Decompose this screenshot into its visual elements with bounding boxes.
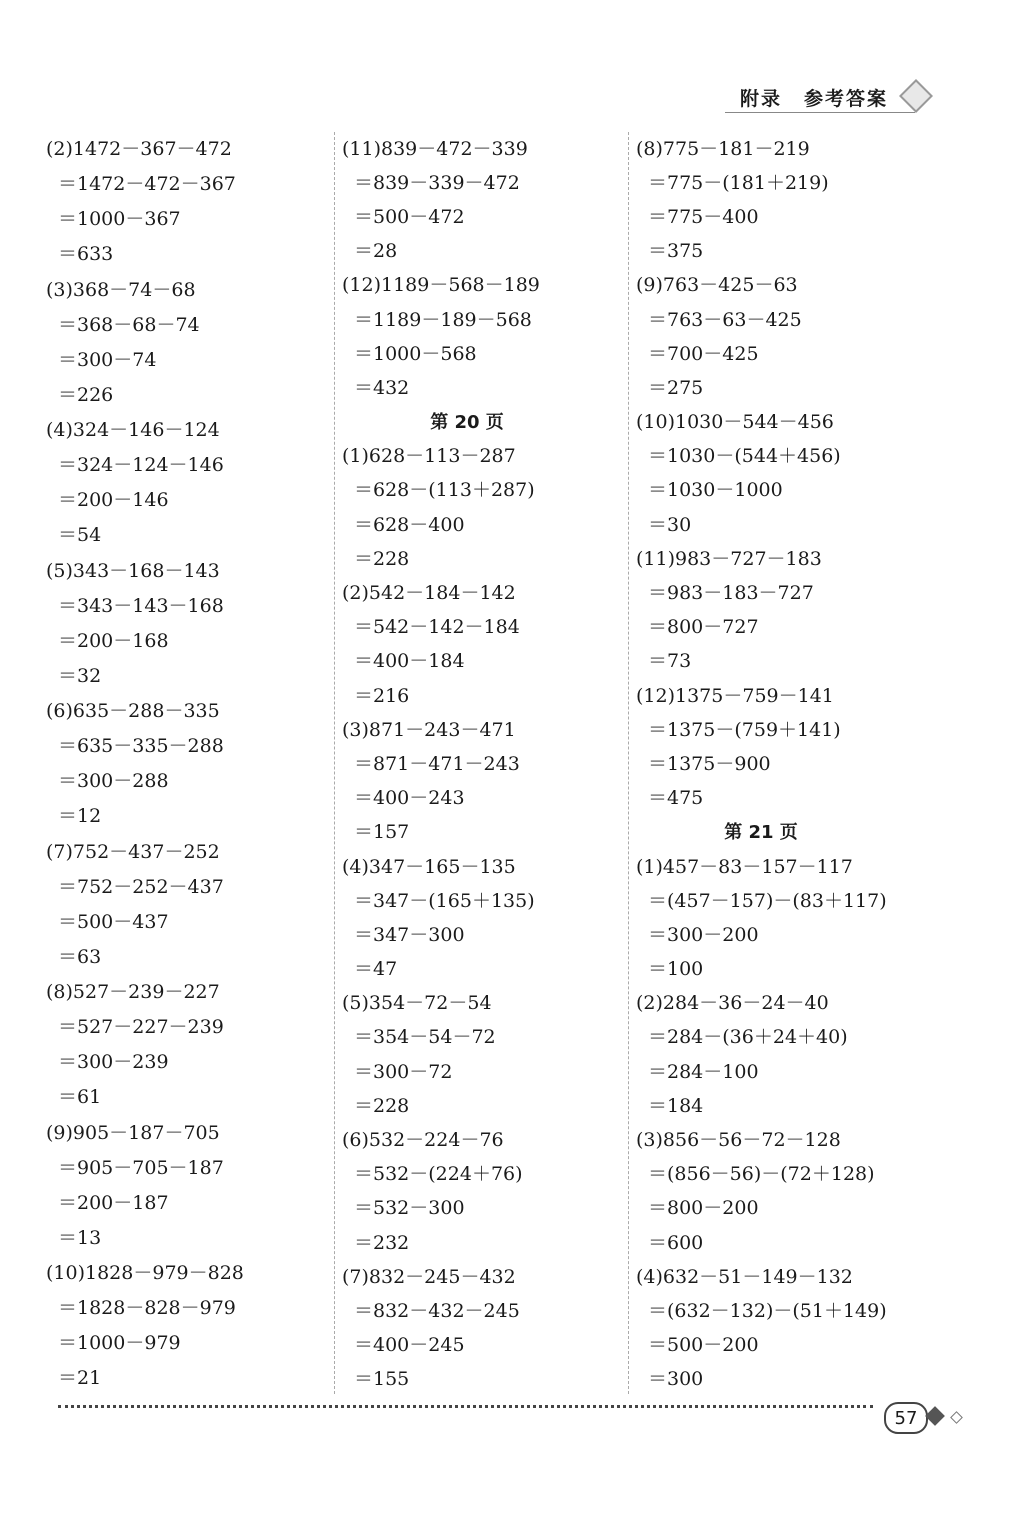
solution-step: ＝100 (648, 958, 704, 981)
problem-line: (2)1472－367－472 (46, 138, 232, 161)
solution-step: ＝1375－(759＋141) (648, 718, 841, 741)
problem-line: (12)1375－759－141 (636, 684, 834, 707)
solution-step: ＝228 (354, 1094, 410, 1117)
solution-step: ＝1000－568 (354, 342, 477, 365)
solution-step: ＝300－74 (58, 348, 157, 371)
problem-line: (2)542－184－142 (342, 582, 516, 605)
solution-step: ＝542－142－184 (354, 616, 520, 639)
header-appendix: 附录 (740, 88, 783, 110)
solution-step: ＝500－437 (58, 910, 169, 933)
page-number: 57 (884, 1402, 928, 1434)
solution-step: ＝752－252－437 (58, 875, 224, 898)
solution-step: ＝216 (354, 684, 410, 707)
solution-step: ＝400－245 (354, 1334, 465, 1357)
solution-step: ＝1189－189－568 (354, 308, 532, 331)
problem-line: (11)983－727－183 (636, 547, 822, 570)
solution-step: ＝232 (354, 1231, 410, 1254)
header-rule (725, 112, 915, 113)
solution-step: ＝157 (354, 821, 410, 844)
solution-step: ＝228 (354, 547, 410, 570)
solution-step: ＝527－227－239 (58, 1016, 224, 1039)
problem-line: (5)343－168－143 (46, 559, 220, 582)
problem-line: (10)1030－544－456 (636, 411, 834, 434)
solution-step: ＝532－300 (354, 1197, 465, 1220)
solution-step: ＝63 (58, 945, 102, 968)
solution-step: ＝400－184 (354, 650, 465, 673)
solution-step: ＝800－200 (648, 1197, 759, 1220)
problem-line: (9)905－187－705 (46, 1121, 220, 1144)
solution-step: ＝368－68－74 (58, 313, 200, 336)
solution-step: ＝354－54－72 (354, 1026, 496, 1049)
solution-step: ＝300－239 (58, 1051, 169, 1074)
diamond-icon (925, 1406, 945, 1426)
solution-step: ＝300－288 (58, 770, 169, 793)
problem-line: (8)527－239－227 (46, 981, 220, 1004)
problem-line: (1)628－113－287 (342, 445, 516, 468)
page-heading: 第 21 页 (724, 821, 798, 843)
solution-step: ＝200－168 (58, 629, 169, 652)
solution-step: ＝1000－367 (58, 208, 181, 231)
solution-step: ＝775－(181＋219) (648, 171, 829, 194)
solution-step: ＝(856－56)－(72＋128) (648, 1163, 875, 1186)
diamond-icon (950, 1411, 963, 1424)
solution-step: ＝284－(36＋24＋40) (648, 1026, 848, 1049)
answer-column-2 (342, 130, 632, 1395)
solution-step: ＝800－727 (648, 616, 759, 639)
solution-step: ＝839－339－472 (354, 171, 520, 194)
problem-line: (5)354－72－54 (342, 992, 492, 1015)
solution-step: ＝54 (58, 524, 102, 547)
solution-step: ＝155 (354, 1368, 410, 1391)
answer-column-3 (636, 130, 926, 1395)
solution-step: ＝633 (58, 243, 114, 266)
solution-step: ＝200－187 (58, 1191, 169, 1214)
solution-step: ＝628－(113＋287) (354, 479, 535, 502)
problem-line: (7)832－245－432 (342, 1265, 516, 1288)
solution-step: ＝432 (354, 376, 410, 399)
problem-line: (6)532－224－76 (342, 1129, 504, 1152)
solution-step: ＝983－183－727 (648, 582, 814, 605)
section-header (740, 84, 888, 111)
problem-line: (3)871－243－471 (342, 718, 516, 741)
page-heading: 第 20 页 (430, 411, 504, 433)
solution-step: ＝343－143－168 (58, 594, 224, 617)
solution-step: ＝21 (58, 1367, 102, 1390)
solution-step: ＝700－425 (648, 342, 759, 365)
solution-step: ＝500－200 (648, 1334, 759, 1357)
problem-line: (9)763－425－63 (636, 274, 798, 297)
solution-step: ＝635－335－288 (58, 735, 224, 758)
diamond-icon (899, 79, 933, 113)
footer-dotted-rule (58, 1405, 873, 1408)
answer-column-1 (46, 130, 336, 1395)
solution-step: ＝(457－157)－(83＋117) (648, 889, 887, 912)
solution-step: ＝13 (58, 1226, 102, 1249)
solution-step: ＝532－(224＋76) (354, 1163, 523, 1186)
solution-step: ＝628－400 (354, 513, 465, 536)
problem-line: (11)839－472－339 (342, 137, 528, 160)
solution-step: ＝375 (648, 240, 704, 263)
solution-step: ＝1828－828－979 (58, 1297, 236, 1320)
solution-step: ＝32 (58, 664, 102, 687)
solution-step: ＝500－472 (354, 205, 465, 228)
problem-line: (1)457－83－157－117 (636, 855, 853, 878)
solution-step: ＝226 (58, 383, 114, 406)
solution-step: ＝347－(165＋135) (354, 889, 535, 912)
solution-step: ＝184 (648, 1094, 704, 1117)
problem-line: (2)284－36－24－40 (636, 992, 829, 1015)
solution-step: ＝1375－900 (648, 752, 771, 775)
solution-step: ＝871－471－243 (354, 752, 520, 775)
solution-step: ＝12 (58, 805, 102, 828)
problem-line: (8)775－181－219 (636, 137, 810, 160)
problem-line: (4)324－146－124 (46, 419, 220, 442)
solution-step: ＝600 (648, 1231, 704, 1254)
solution-step: ＝300 (648, 1368, 704, 1391)
solution-step: ＝47 (354, 958, 398, 981)
problem-line: (12)1189－568－189 (342, 274, 540, 297)
problem-line: (4)347－165－135 (342, 855, 516, 878)
solution-step: ＝275 (648, 376, 704, 399)
solution-step: ＝30 (648, 513, 692, 536)
solution-step: ＝73 (648, 650, 692, 673)
solution-step: ＝300－200 (648, 923, 759, 946)
solution-step: ＝775－400 (648, 205, 759, 228)
solution-step: ＝200－146 (58, 489, 169, 512)
solution-step: ＝347－300 (354, 923, 465, 946)
problem-line: (3)368－74－68 (46, 278, 196, 301)
solution-step: ＝475 (648, 787, 704, 810)
header-answers: 参考答案 (804, 88, 889, 110)
solution-step: ＝1000－979 (58, 1332, 181, 1355)
solution-step: ＝832－432－245 (354, 1299, 520, 1322)
solution-step: ＝61 (58, 1086, 102, 1109)
problem-line: (7)752－437－252 (46, 840, 220, 863)
problem-line: (3)856－56－72－128 (636, 1129, 841, 1152)
problem-line: (4)632－51－149－132 (636, 1265, 853, 1288)
solution-step: ＝905－705－187 (58, 1156, 224, 1179)
solution-step: ＝1030－(544＋456) (648, 445, 841, 468)
solution-step: ＝28 (354, 240, 398, 263)
solution-step: ＝1030－1000 (648, 479, 783, 502)
solution-step: ＝400－243 (354, 787, 465, 810)
solution-step: ＝(632－132)－(51＋149) (648, 1299, 887, 1322)
solution-step: ＝324－124－146 (58, 454, 224, 477)
solution-step: ＝1472－472－367 (58, 173, 236, 196)
solution-step: ＝763－63－425 (648, 308, 802, 331)
solution-step: ＝284－100 (648, 1060, 759, 1083)
problem-line: (10)1828－979－828 (46, 1262, 244, 1285)
problem-line: (6)635－288－335 (46, 700, 220, 723)
solution-step: ＝300－72 (354, 1060, 453, 1083)
